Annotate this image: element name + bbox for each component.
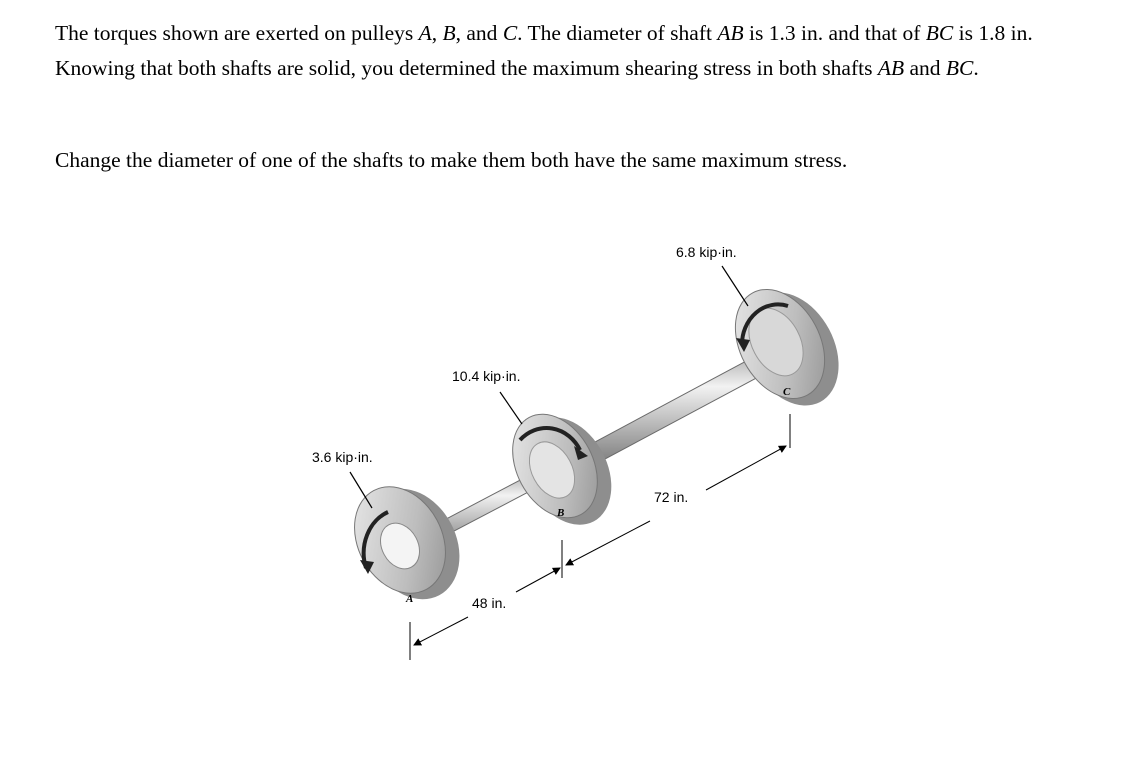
pulley-b-ref: B: [442, 21, 456, 45]
torque-a-label: 3.6 kip·in.: [312, 449, 373, 465]
text-run: . The diameter of shaft: [517, 21, 718, 45]
dim-bc-label: 72 in.: [654, 489, 689, 505]
text-run: and: [904, 56, 946, 80]
text-run: is 1.3 in. and that of: [743, 21, 926, 45]
torque-c-leader: [722, 266, 748, 306]
problem-task: Change the diameter of one of the shafts to make them both have the same maximum stress.: [55, 148, 848, 172]
text-run: .: [973, 56, 979, 80]
text-run: ,: [431, 21, 443, 45]
shaft-ab-ref: AB: [877, 56, 905, 80]
dim-ab-arrow-right: [516, 568, 560, 592]
pulley-c-ref: C: [502, 21, 518, 45]
text-run: The torques shown are exerted on pulleys: [55, 21, 419, 45]
shaft-bc-ref: BC: [945, 56, 974, 80]
point-c-label: C: [783, 386, 791, 398]
text-run: is 1.8 in. Knowing that both shafts are solid, you determined the maximum shearing stress in both shafts: [55, 21, 1033, 80]
point-a-label: A: [406, 593, 414, 605]
shaft-bc-ref: BC: [925, 21, 954, 45]
point-b-label: B: [557, 507, 565, 519]
pulley-c: [717, 274, 857, 422]
dim-ab-label: 48 in.: [472, 595, 507, 611]
torque-c-label: 6.8 kip·in.: [676, 244, 737, 260]
pulley-a-ref: A: [418, 21, 432, 45]
text-run: , and: [455, 21, 503, 45]
torque-b-label: 10.4 kip·in.: [452, 368, 521, 384]
shaft-ab-ref: AB: [717, 21, 744, 45]
torque-b-leader: [500, 392, 522, 424]
pulley-b: [496, 400, 629, 541]
dim-ab-arrow-left: [414, 617, 468, 645]
dim-bc-arrow-right: [706, 446, 786, 490]
dim-bc-arrow-left: [566, 521, 650, 565]
